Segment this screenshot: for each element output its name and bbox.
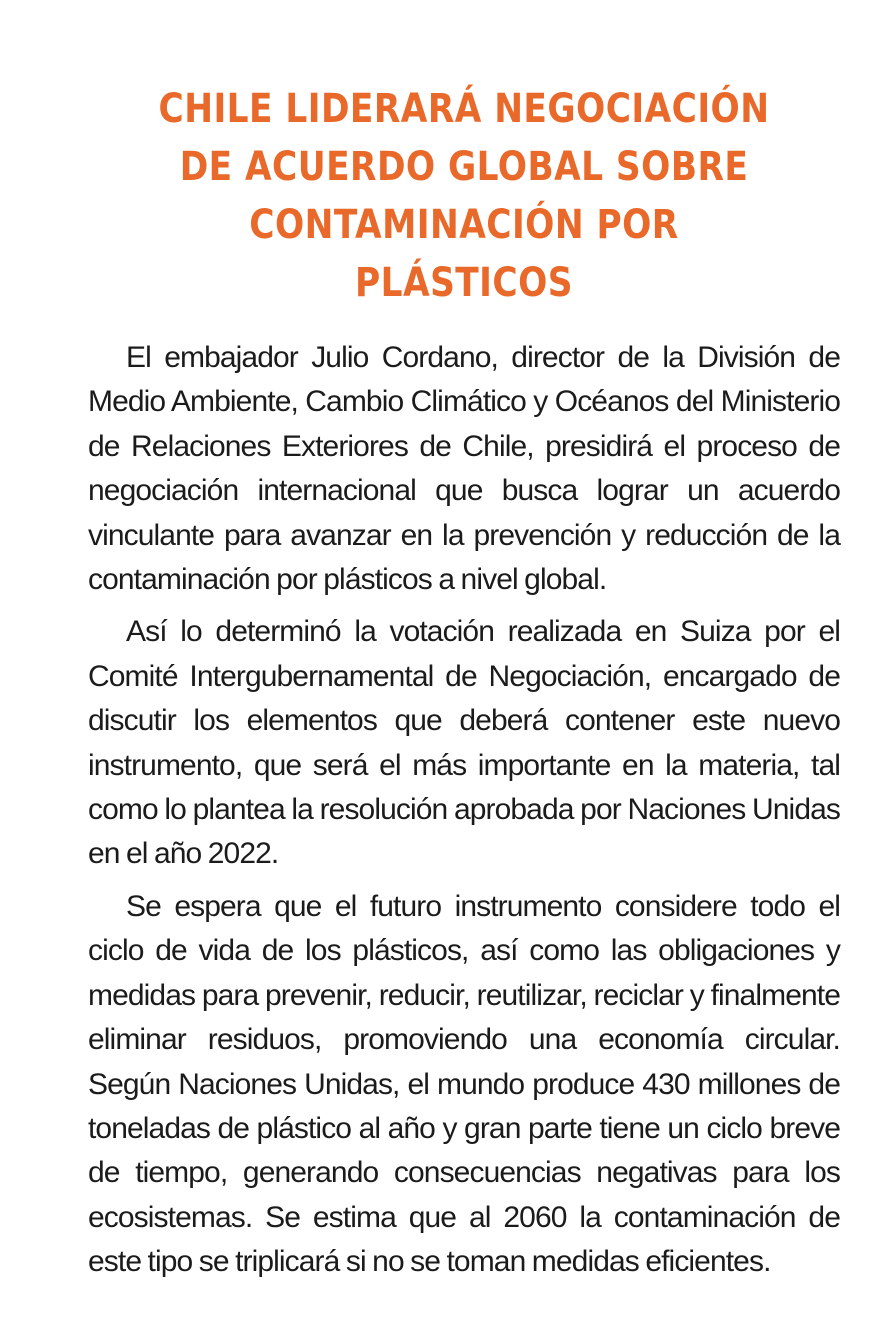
article-paragraph-1: El embajador Julio Cordano, director de la División de Medio Ambiente, Cambio Climático y Océanos del Ministerio de Relaciones Exteriores de Chile, presidirá el proceso de negociación internacional que busca lograr un acuerdo vinculante para avanzar en la prevención y reducción de la contaminación por plásticos a nivel global. <box>88 341 840 597</box>
article-headline: CHILE LIDERARÁ NEGOCIACIÓN DE ACUERDO GLOBAL SOBRE CONTAMINACIÓN POR PLÁSTICOS <box>158 86 770 306</box>
article-body <box>88 336 840 1285</box>
news-article <box>88 80 840 1293</box>
article-paragraph-2: Así lo determinó la votación realizada en Suiza por el Comité Intergubernamental de Negociación, encargado de discutir los elementos que deberá contener este nuevo instrumento, que será el más importante en la materia, tal como lo plantea la resolución aprobada por Naciones Unidas en el año 2022. <box>88 615 840 871</box>
article-paragraph-3: Se espera que el futuro instrumento considere todo el ciclo de vida de los plásticos, así como las obligaciones y medidas para prevenir, reducir, reutilizar, reciclar y finalmente eliminar residuos, promoviendo una economía circular. Según Naciones Unidas, el mundo produce 430 millones de toneladas de plástico al año y gran parte tiene un ciclo breve de tiempo, generando consecuencias negativas para los ecosistemas. Se estima que al 2060 la contaminación de este tipo se triplicará si no se toman medidas eficientes. <box>88 889 840 1279</box>
